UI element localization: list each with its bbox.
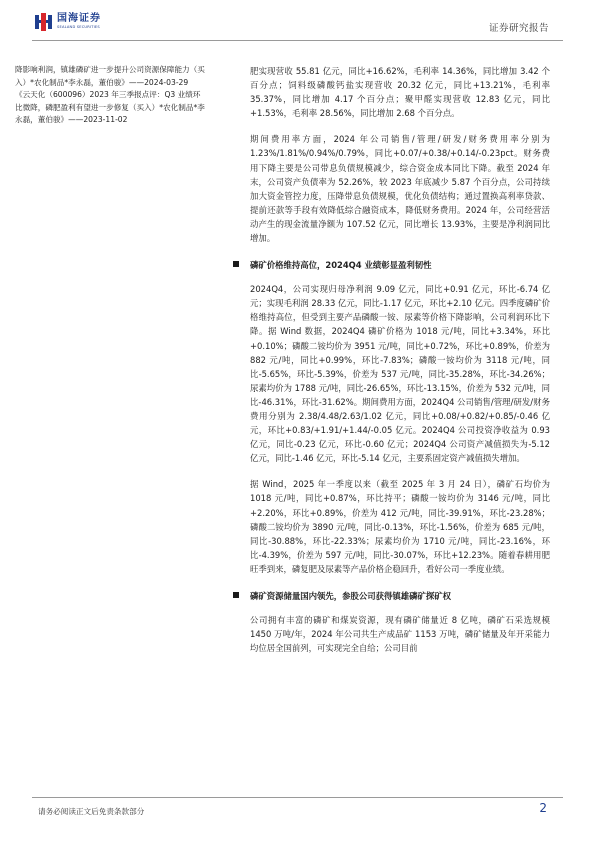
body-paragraph: 据 Wind，2025 年一季度以来（截至 2025 年 3 月 24 日），磷矿石均价为 1018 元/吨，同比+0.87%，环比持平；磷酸一铵均价为 3146 元/吨，同比+2.20%，环比+0.89%，价差为 412 元/吨，同比-39.91%，环比-23.28%；磷酸二铵均价为 3890 元/吨，同比-0.13%，环比-1.56%，价差为 685 元/吨，同比-30.88%，环比-22.33%；尿素均价为 1710 元/吨，同比-23.16%，环比-4.39%，价差为 597 元/吨，同比-30.07%，环比+12.23%。随着春耕用肥旺季到来，磷复肥及尿素等产品价格企稳回升，看好公司一季度业绩。: [250, 479, 550, 574]
section-heading: [250, 258, 550, 272]
company-logo: [34, 12, 101, 32]
related-report-item: 《云天化（600096）2023 年三季报点评：Q3 业绩环比微降，磷肥盈利有望进一步修复（买入）*农化制品*李永磊，董伯骏》——2023-11-02: [15, 90, 205, 125]
related-reports-sidebar: [15, 64, 205, 127]
main-content: [250, 64, 550, 655]
sealand-logo-icon: [34, 12, 54, 32]
body-paragraph: 2024Q4，公司实现归母净利润 9.09 亿元，同比+0.91 亿元，环比-6.74 亿元；实现毛利润 28.33 亿元，同比-1.17 亿元，环比+2.10 亿元。四季度磷矿价格维持高位，但受到主要产品磷酸一铵、尿素等价格下降影响，公司利润环比下降。据 Wind 数据，2024Q4 磷矿价格为 1018 元/吨，同比+3.34%，环比+0.10%；磷酸二铵均价为 3951 元/吨，同比+0.72%，环比+0.89%，价差为 882 元/吨，同比+0.99%，环比-7.83%；磷酸一铵均价为 3118 元/吨，同比-5.65%，环比-5.39%，价差为 537 元/吨，同比-35.28%，环比-34.26%；尿素均价为 1788 元/吨，同比-26.65%，环比-13.15%，价差为 532 元/吨，同比-46.31%，环比-31.62%。期间费用方面，2024Q4 公司销售/管理/研发/财务费用分别为 2.38/4.48/2.63/1.02 亿元，同比+0.08/+0.82/+0.85/-0.46 亿元，环比+0.83/+1.91/+1.44/-0.05 亿元。2024Q4 公司投资净收益为 0.93 亿元，同比-0.23 亿元，环比-0.60 亿元；2024Q4 公司资产减值损失为-5.12 亿元，同比-1.46 亿元，环比-5.14 亿元，主要系固定资产减值损失增加。: [250, 284, 550, 464]
page-number: 2: [539, 801, 547, 815]
logo-chinese-name: 国海证券: [57, 13, 101, 25]
header-divider: [32, 40, 563, 41]
square-bullet-icon: [233, 592, 239, 598]
body-paragraph: 肥实现营收 55.81 亿元，同比+16.62%，毛利率 14.36%，同比增加 3.42 个百分点；饲料级磷酸钙盐实现营收 20.32 亿元，同比+13.21%，毛利率 35.37%，同比增加 4.17 个百分点；聚甲醛实现营收 12.83 亿元，同比+1.53%，毛利率 28.56%，同比增加 2.68 个百分点。: [250, 66, 550, 119]
square-bullet-icon: [233, 261, 239, 267]
body-paragraph: 期间费用率方面，2024 年公司销售/管理/研发/财务费用率分别为 1.23%/1.81%/0.94%/0.79%，同比+0.07/+0.38/+0.14/-0.23pct。财务费用下降主要是公司带息负债规模减少，综合资金成本同比下降。截至 2024 年末，公司资产负债率为 52.26%，较 2023 年底减少 5.87 个百分点，公司持续加大资金管控力度，压降带息负债规模，优化负债结构；通过置换高利率贷款、提前还款等手段有效降低综合融资成本，降低财务费用。2024 年，公司经营活动产生的现金流量净额为 107.52 亿元，同比增长 13.93%，主要是净利润同比增加。: [250, 134, 550, 244]
section-title: 磷矿资源储量国内领先，参股公司获得镇雄磷矿探矿权: [250, 591, 451, 601]
related-report-item: 降影响利润，镇雄磷矿进一步提升公司资源保障能力（买入）*农化制品*李永磊，董伯骏》——2024-03-29: [15, 65, 205, 87]
disclaimer-note: 请务必阅读正文后免责条款部分: [38, 807, 145, 816]
page-header: [0, 0, 595, 40]
footer-divider: [32, 797, 563, 798]
report-type-label: 证券研究报告: [488, 23, 549, 34]
logo-english-name: SEALAND SECURITIES: [57, 25, 100, 30]
section-title: 磷矿价格维持高位，2024Q4 业绩彰显盈利韧性: [250, 260, 432, 271]
section-heading: [250, 589, 550, 603]
body-paragraph: 公司拥有丰富的磷矿和煤炭资源，现有磷矿储量近 8 亿吨，磷矿石采选规模 1450 万吨/年，2024 年公司共生产成品矿 1153 万吨，磷矿储量及年开采能力均位居全国前列，可实现完全自给；公司目前: [250, 615, 550, 654]
